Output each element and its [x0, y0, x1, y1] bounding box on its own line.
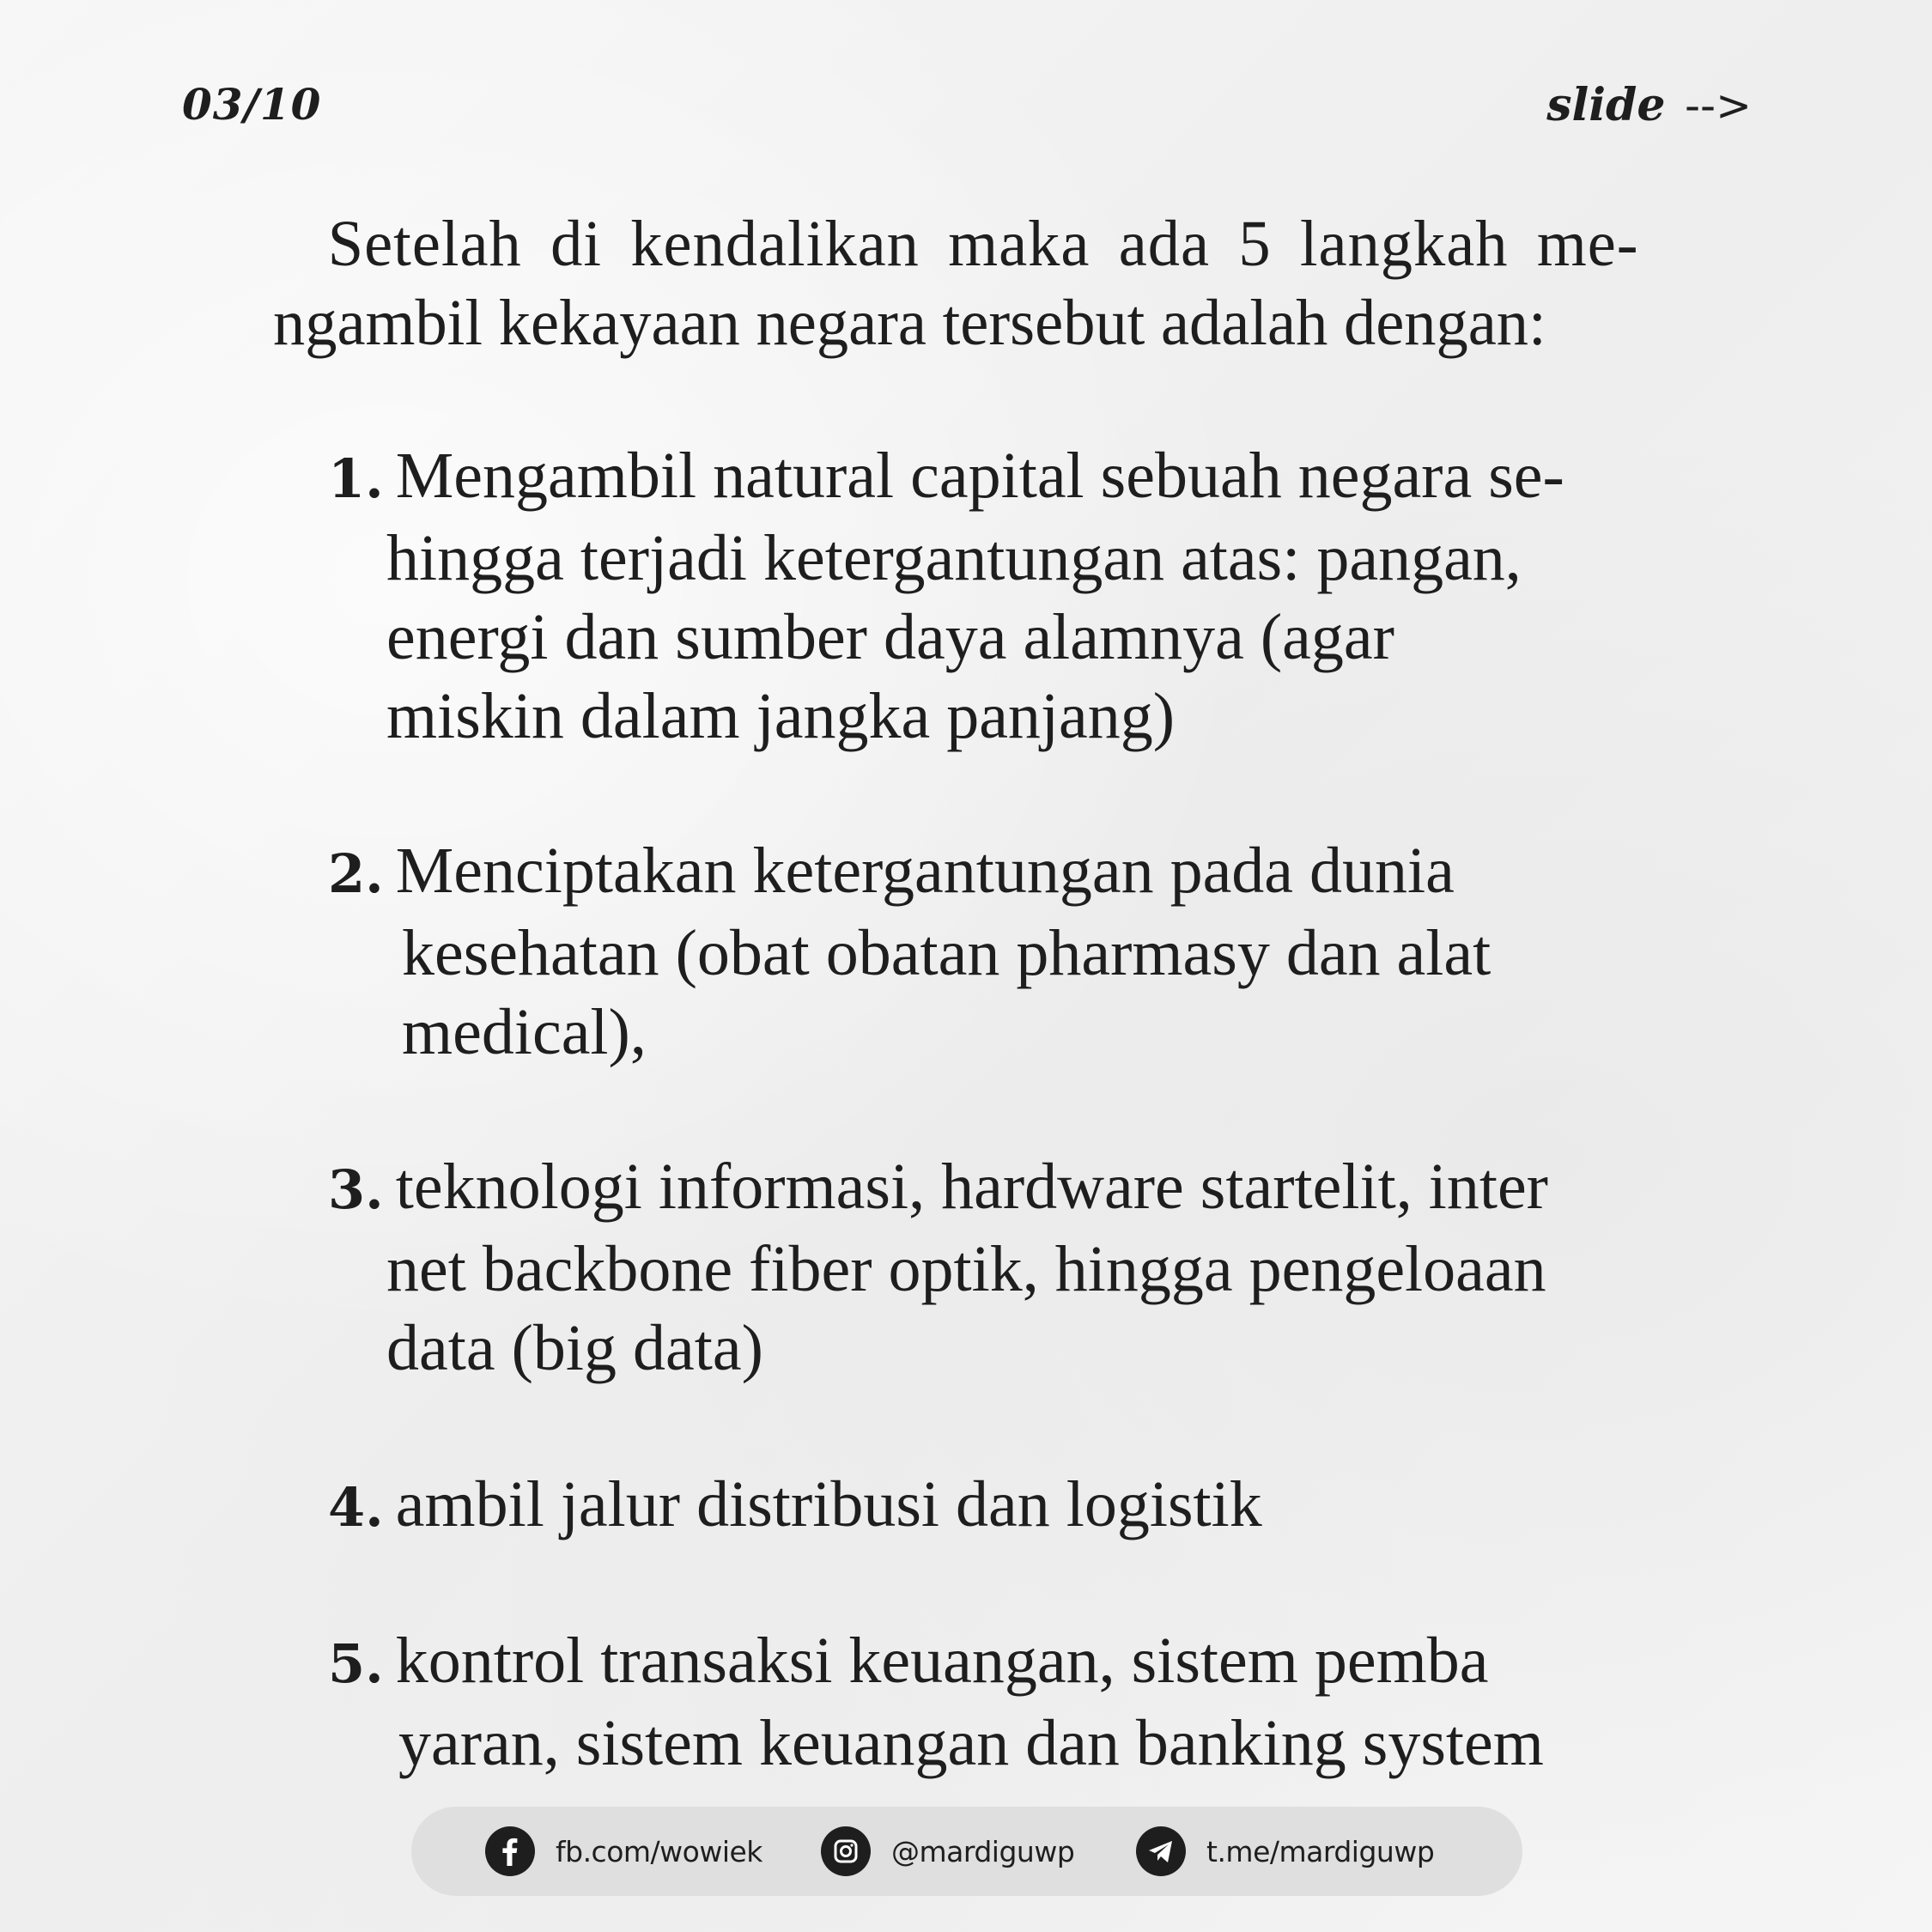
slide-hint-label: slide [1546, 79, 1666, 131]
step-text: Menciptakan ketergantungan pada dunia [395, 835, 1455, 907]
social-bar [411, 1807, 1522, 1896]
arrow-right-icon: --> [1685, 81, 1752, 131]
step-number: 4. [328, 1476, 384, 1539]
step-text: medical), [402, 996, 647, 1068]
step-text: hingga terjadi ketergantungan atas: pangan, [386, 522, 1522, 594]
step-text: yaran, sistem keuangan dan banking system [398, 1707, 1544, 1779]
page-indicator: 03/10 [182, 79, 322, 130]
step-text: net backbone fiber optik, hingga pengeloaan [386, 1233, 1546, 1305]
instagram-icon [821, 1826, 871, 1876]
step-text: ambil jalur distribusi dan logistik [395, 1468, 1262, 1540]
step-text: kontrol transaksi keuangan, sistem pemba [395, 1625, 1489, 1697]
step-text: miskin dalam jangka panjang) [386, 680, 1176, 752]
step-text: kesehatan (obat obatan pharmasy dan alat [402, 917, 1492, 989]
step-text: Mengambil natural capital sebuah negara se- [395, 440, 1564, 512]
step-item-1 [328, 436, 1668, 756]
facebook-icon [485, 1826, 535, 1876]
step-item-4 [328, 1465, 1668, 1547]
next-slide-hint [1546, 79, 1752, 131]
social-link-instagram[interactable] [821, 1826, 1074, 1876]
step-item-3 [328, 1147, 1668, 1388]
intro-paragraph [273, 204, 1637, 362]
step-text: energi dan sumber daya alamnya (agar [386, 601, 1394, 673]
telegram-handle: t.me/mardiguwp [1206, 1834, 1435, 1868]
step-number: 3. [328, 1158, 384, 1221]
social-link-telegram[interactable] [1136, 1826, 1434, 1876]
intro-line: Setelah di kendalikan maka ada 5 langkah me- [327, 208, 1639, 280]
facebook-handle: fb.com/wowiek [556, 1834, 762, 1868]
step-text: teknologi informasi, hardware startelit, inter [395, 1151, 1548, 1223]
intro-line: ngambil kekayaan negara tersebut adalah dengan: [273, 287, 1546, 359]
instagram-handle: @mardiguwp [891, 1834, 1075, 1868]
telegram-icon [1136, 1826, 1186, 1876]
step-number: 5. [328, 1632, 384, 1695]
step-text: data (big data) [386, 1312, 763, 1384]
social-link-facebook[interactable] [485, 1826, 762, 1876]
step-number: 1. [328, 447, 384, 510]
step-item-5 [328, 1621, 1668, 1783]
step-item-2 [328, 831, 1668, 1072]
step-number: 2. [328, 842, 384, 905]
